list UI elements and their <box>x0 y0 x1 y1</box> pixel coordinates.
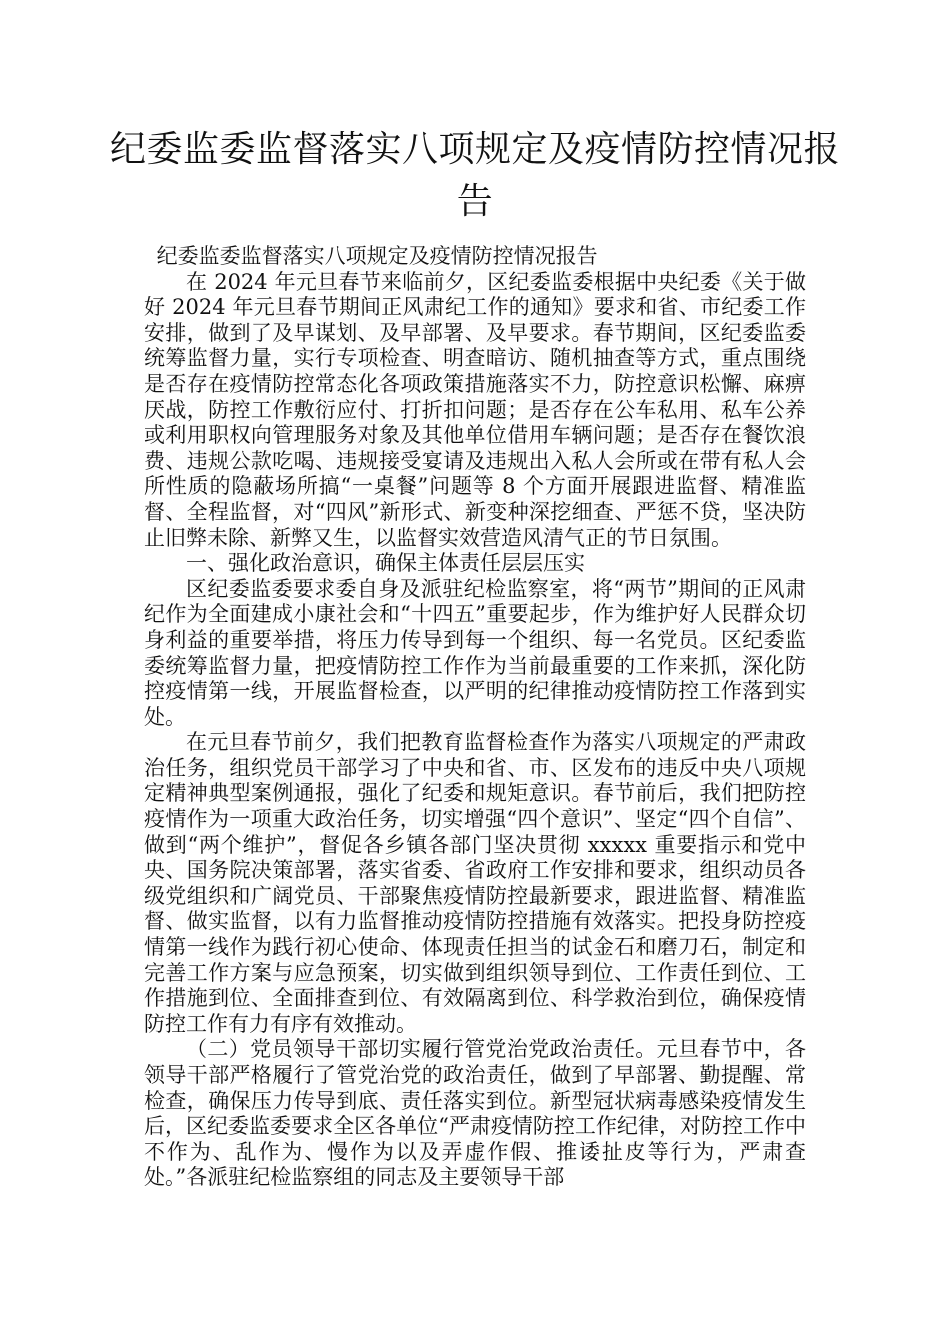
document-title: 纪委监委监督落实八项规定及疫情防控情况报告 <box>110 129 841 222</box>
body-paragraph: （二）党员领导干部切实履行管党治党政治责任。元旦春节中，各领导干部严格履行了管党治党的政治责任，做到了早部署、勤提醒、常检查，确保压力传导到底、责任落实到位。新型冠状病毒感染疫情发生后，区纪委监委要求全区各单位“严肃疫情防控工作纪律，对防控工作中不作为、乱作为、慢作为以及弄虚作假、推诿扯皮等行为，严肃查处。”各派驻纪检监察组的同志及主要领导干部 <box>144 1037 806 1190</box>
body-paragraph: 在元旦春节前夕，我们把教育监督检查作为落实八项规定的严肃政治任务，组织党员干部学习了中央和省、市、区发布的违反中央八项规定精神典型案例通报，强化了纪委和规矩意识。春节前后，我们把防控疫情作为一项重大政治任务，切实增强“四个意识”、坚定“四个自信”、做到“两个维护”，督促各乡镇各部门坚决贯彻 xxxxx 重要指示和党中央、国务院决策部署，落实省委、省政府工作安排和要求，组织动员各级党组织和广阔党员、干部聚焦疫情防控最新要求，跟进监督、精准监督、做实监督，以有力监督推动疫情防控措施有效落实。把投身防控疫情第一线作为践行初心使命、体现责任担当的试金石和磨刀石，制定和完善工作方案与应急预案，切实做到组织领导到位、工作责任到位、工作措施到位、全面排查到位、有效隔离到位、科学救治到位，确保疫情防控工作有力有序有效推动。 <box>144 730 806 1036</box>
section-heading: 一、强化政治意识，确保主体责任层层压实 <box>186 551 585 576</box>
subtitle-paragraph: 纪委监委监督落实八项规定及疫情防控情况报告 <box>156 244 598 268</box>
document-body <box>144 244 806 1191</box>
body-paragraph: 区纪委监委要求委自身及派驻纪检监察室，将“两节”期间的正风肃纪作为全面建成小康社会和“十四五”重要起步，作为维护好人民群众切身利益的重要举措，将压力传导到每一个组织、每一名党员。区纪委监委统筹监督力量，把疫情防控工作作为当前最重要的工作来抓，深化防控疫情第一线，开展监督检查，以严明的纪律推动疫情防控工作落到实处。 <box>144 576 806 729</box>
intro-paragraph: 在 2024 年元旦春节来临前夕，区纪委监委根据中央纪委《关于做好 2024 年元旦春节期间正风肃纪工作的通知》要求和省、市纪委工作安排，做到了及早谋划、及早部署、及早要求。春节期间，区纪委监委统筹监督力量，实行专项检查、明查暗访、随机抽查等方式，重点围绕是否存在疫情防控常态化各项政策措施落实不力，防控意识松懈、麻痹厌战，防控工作敷衍应付、打折扣问题；是否存在公车私用、私车公养或利用职权向管理服务对象及其他单位借用车辆问题；是否存在餐饮浪费、违规公款吃喝、违规接受宴请及违规出入私人会所或在带有私人会所性质的隐蔽场所搞“一桌餐”问题等 8 个方面开展跟进监督、精准监督、全程监督，对“四风”新形式、新变种深挖细查、严惩不贷，坚决防止旧弊未除、新弊又生，以监督实效营造风清气正的节日氛围。 <box>144 269 806 550</box>
